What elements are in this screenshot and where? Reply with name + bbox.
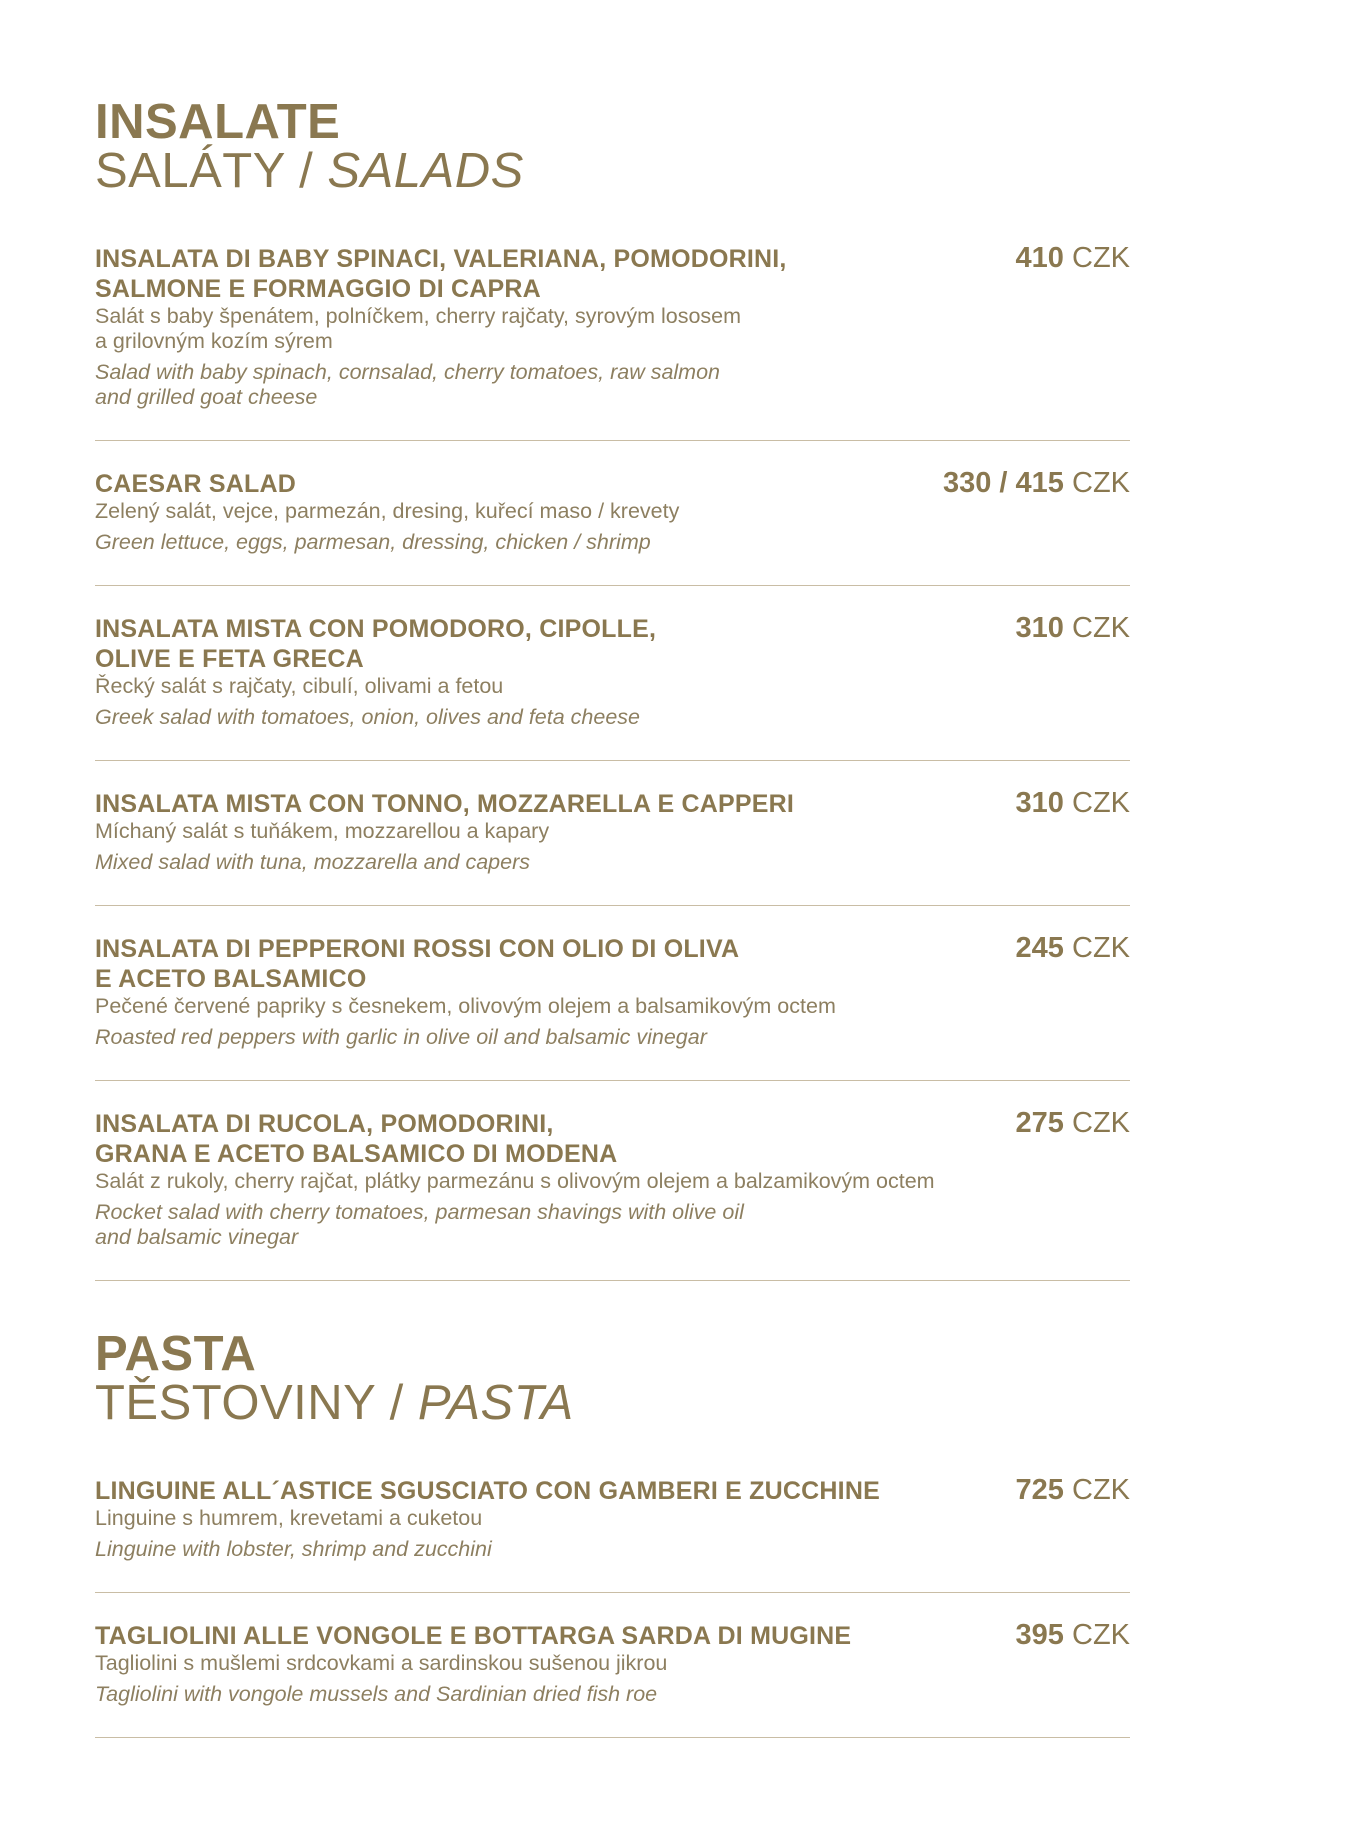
item-description-cz: Tagliolini s mušlemi srdcovkami a sardinskou sušenou jikrou — [95, 1651, 668, 1675]
item-description-en: Green lettuce, eggs, parmesan, dressing, chicken / shrimp — [95, 530, 651, 554]
price-currency: CZK — [1072, 787, 1130, 819]
item-description-en: Roasted red peppers with garlic in olive oil and balsamic vinegar — [95, 1025, 707, 1049]
price-currency: CZK — [1072, 1107, 1130, 1139]
item-price — [1016, 785, 1130, 821]
item-description-cz: Řecký salát s rajčaty, cibulí, olivami a fetou — [95, 674, 504, 698]
price-currency: CZK — [1072, 1474, 1130, 1506]
item-price — [943, 465, 1130, 501]
price-value: 245 — [1015, 932, 1064, 964]
item-description-en: Linguine with lobster, shrimp and zucchini — [95, 1537, 492, 1561]
subtitle-separator: / — [299, 144, 314, 198]
item-name: INSALATA MISTA CON TONNO, MOZZARELLA E CAPPERI — [95, 790, 794, 818]
section-header — [95, 95, 1130, 198]
section-pasta — [95, 1327, 1130, 1766]
item-description-en: Greek salad with tomatoes, onion, olives and feta cheese — [95, 705, 640, 729]
section-subtitle — [95, 1376, 1130, 1430]
item-description-cz: Linguine s humrem, krevetami a cuketou — [95, 1506, 483, 1530]
item-price — [1016, 1617, 1130, 1653]
menu-item — [95, 469, 1130, 586]
price-value: 275 — [1015, 1107, 1064, 1139]
subtitle-cz: SALÁTY — [95, 144, 286, 198]
price-currency: CZK — [1072, 932, 1130, 964]
subtitle-separator: / — [389, 1376, 404, 1430]
menu-item — [95, 614, 1130, 761]
price-value: 310 — [1015, 787, 1064, 819]
menu-item — [95, 789, 1130, 906]
item-name: TAGLIOLINI ALLE VONGOLE E BOTTARGA SARDA DI MUGINE — [95, 1622, 852, 1650]
item-price — [1016, 1105, 1130, 1141]
price-currency: CZK — [1072, 242, 1130, 274]
item-description-en: Tagliolini with vongole mussels and Sardinian dried fish roe — [95, 1682, 658, 1706]
section-insalate — [95, 95, 1130, 1309]
item-description-cz: Zelený salát, vejce, parmezán, dresing, kuřecí maso / krevety — [95, 499, 680, 523]
item-price — [1016, 240, 1130, 276]
price-currency: CZK — [1072, 467, 1130, 499]
subtitle-en: PASTA — [417, 1376, 574, 1430]
price-value: 410 — [1015, 242, 1064, 274]
item-name: INSALATA DI BABY SPINACI, VALERIANA, POMODORINI, SALMONE E FORMAGGIO DI CAPRA — [95, 245, 787, 303]
section-title: INSALATE — [95, 95, 341, 149]
item-description-en: Rocket salad with cherry tomatoes, parmesan shavings with olive oil and balsamic vinegar — [95, 1200, 744, 1249]
menu-items — [95, 1476, 1130, 1738]
section-subtitle — [95, 144, 1130, 198]
item-price — [1016, 930, 1130, 966]
menu-item — [95, 1109, 1130, 1281]
item-name: CAESAR SALAD — [95, 470, 297, 498]
price-value: 310 — [1015, 612, 1064, 644]
item-price — [1016, 610, 1130, 646]
price-value: 725 — [1015, 1474, 1064, 1506]
menu-item — [95, 1621, 1130, 1738]
item-description-cz: Míchaný salát s tuňákem, mozzarellou a kapary — [95, 819, 550, 843]
menu-item — [95, 1476, 1130, 1593]
item-description-cz: Salát z rukoly, cherry rajčat, plátky parmezánu s olivovým olejem a balzamikovým octem — [95, 1169, 935, 1193]
item-description-cz: Salát s baby špenátem, polníčkem, cherry rajčaty, syrovým lososem a grilovným kozím sýrem — [95, 304, 742, 353]
item-name: INSALATA DI RUCOLA, POMODORINI, GRANA E ACETO BALSAMICO DI MODENA — [95, 1110, 618, 1168]
item-name: INSALATA DI PEPPERONI ROSSI CON OLIO DI OLIVA E ACETO BALSAMICO — [95, 935, 740, 993]
price-currency: CZK — [1072, 612, 1130, 644]
price-value: 395 — [1015, 1619, 1064, 1651]
price-currency: CZK — [1072, 1619, 1130, 1651]
item-name: LINGUINE ALL´ASTICE SGUSCIATO CON GAMBERI E ZUCCHINE — [95, 1477, 880, 1505]
menu-items — [95, 244, 1130, 1281]
subtitle-cz: TĚSTOVINY — [95, 1376, 376, 1430]
price-value: 330 / 415 — [942, 467, 1064, 499]
item-description-en: Mixed salad with tuna, mozzarella and capers — [95, 850, 530, 874]
item-description-cz: Pečené červené papriky s česnekem, olivovým olejem a balsamikovým octem — [95, 994, 836, 1018]
section-title: PASTA — [95, 1327, 257, 1381]
item-description-en: Salad with baby spinach, cornsalad, cherry tomatoes, raw salmon and grilled goat cheese — [95, 360, 721, 409]
subtitle-en: SALADS — [327, 144, 524, 198]
menu-item — [95, 244, 1130, 441]
menu-item — [95, 934, 1130, 1081]
item-name: INSALATA MISTA CON POMODORO, CIPOLLE, OLIVE E FETA GRECA — [95, 615, 657, 673]
item-price — [1016, 1472, 1130, 1508]
section-header — [95, 1327, 1130, 1430]
